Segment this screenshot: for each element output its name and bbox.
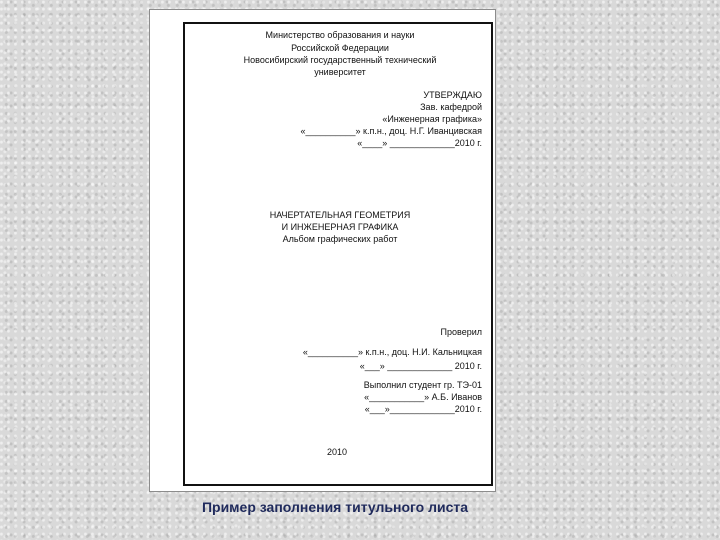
- ministry-line-4: университет: [314, 67, 366, 77]
- ministry-line-3: Новосибирский государственный технический: [243, 55, 437, 65]
- student-date-line: «___»_____________2010 г.: [364, 404, 482, 414]
- approval-title: УТВЕРЖДАЮ: [423, 90, 482, 100]
- checked-date-line: «___» _____________ 2010 г.: [359, 361, 482, 371]
- checked-label: Проверил: [440, 327, 482, 337]
- work-title-line-1: НАЧЕРТАТЕЛЬНАЯ ГЕОМЕТРИЯ: [269, 210, 411, 220]
- ministry-line-2: Российской Федерации: [291, 43, 389, 53]
- student-label: Выполнил студент гр. ТЭ-01: [363, 380, 482, 390]
- approval-position: Зав. кафедрой: [420, 102, 482, 112]
- slide-caption: Пример заполнения титульного листа: [201, 499, 469, 515]
- work-subtitle: Альбом графических работ: [282, 234, 398, 244]
- year-label: 2010: [327, 447, 348, 457]
- student-signature-line: «___________» А.Б. Иванов: [364, 392, 482, 402]
- work-title-line-2: И ИНЖЕНЕРНАЯ ГРАФИКА: [281, 222, 399, 232]
- checked-signature-line: «__________» к.п.н., доц. Н.И. Кальницкая: [302, 347, 482, 357]
- approval-department: «Инженерная графика»: [382, 114, 482, 124]
- ministry-line-1: Министерство образования и науки: [265, 30, 415, 40]
- approval-date-line: «____» _____________2010 г.: [357, 138, 482, 148]
- approval-signature-line: «__________» к.п.н., доц. Н.Г. Иванцивская: [300, 126, 482, 136]
